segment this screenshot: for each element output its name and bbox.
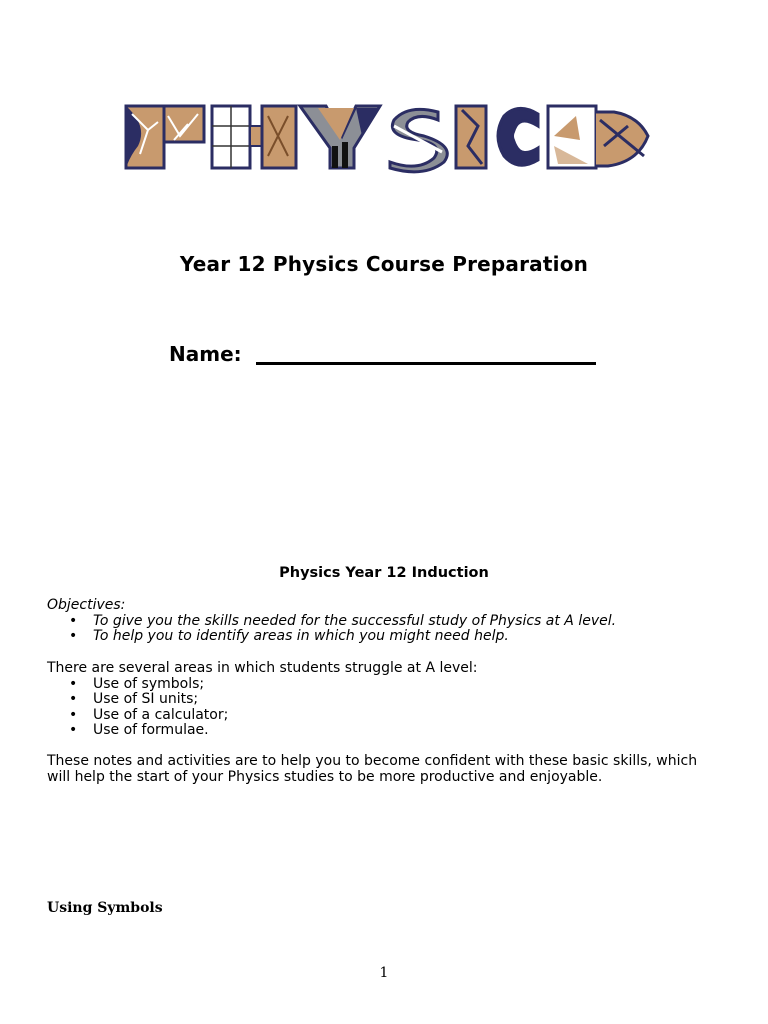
struggle-text: Use of SI units; [93, 691, 199, 707]
banner-letter-s [390, 109, 447, 172]
bullet-icon: • [69, 691, 78, 707]
objective-text: To help you to identify areas in which you might need help. [93, 628, 509, 644]
struggle-list [47, 677, 727, 739]
bullet-icon: • [69, 612, 78, 629]
closing-paragraph [47, 754, 727, 785]
objective-item [47, 629, 727, 645]
struggle-text: Use of formulae. [93, 722, 209, 738]
closing-line-1: These notes and activities are to help you to become confident with these basic skills, which [47, 753, 698, 769]
struggle-text: Use of symbols; [93, 675, 205, 692]
struggle-item [47, 723, 727, 739]
struggle-item [47, 677, 727, 693]
name-field [169, 342, 596, 366]
bullet-icon: • [69, 675, 78, 692]
name-label: Name: [169, 342, 242, 366]
banner-letter-p [126, 106, 204, 168]
struggle-item [47, 708, 727, 724]
objective-text: To give you the skills needed for the successful study of Physics at A level. [93, 612, 617, 629]
banner-letter-s2 [548, 106, 648, 168]
document-title: Year 12 Physics Course Preparation [179, 252, 589, 276]
banner-letter-c [498, 108, 538, 165]
banner-letter-y [300, 106, 380, 168]
closing-line-2: will help the start of your Physics studies to be more productive and enjoyable. [47, 768, 603, 785]
bullet-icon: • [69, 628, 78, 644]
struggle-item [47, 692, 727, 708]
objectives-label: Objectives: [47, 597, 126, 613]
bullet-icon: • [69, 706, 78, 723]
struggle-section [47, 661, 727, 739]
bullet-icon: • [69, 722, 78, 738]
using-symbols-heading: Using Symbols [47, 900, 163, 916]
induction-heading: Physics Year 12 Induction [279, 565, 489, 581]
objectives-section [47, 598, 727, 645]
objectives-list [47, 614, 727, 645]
name-blank-line[interactable] [256, 342, 596, 365]
physics-banner-logo [118, 96, 658, 176]
struggle-text: Use of a calculator; [93, 706, 229, 723]
objective-item [47, 614, 727, 630]
page-number: 1 [379, 965, 389, 981]
struggle-intro: There are several areas in which students struggle at A level: [47, 660, 478, 676]
banner-letter-h [212, 106, 296, 168]
banner-letter-i [456, 106, 486, 168]
